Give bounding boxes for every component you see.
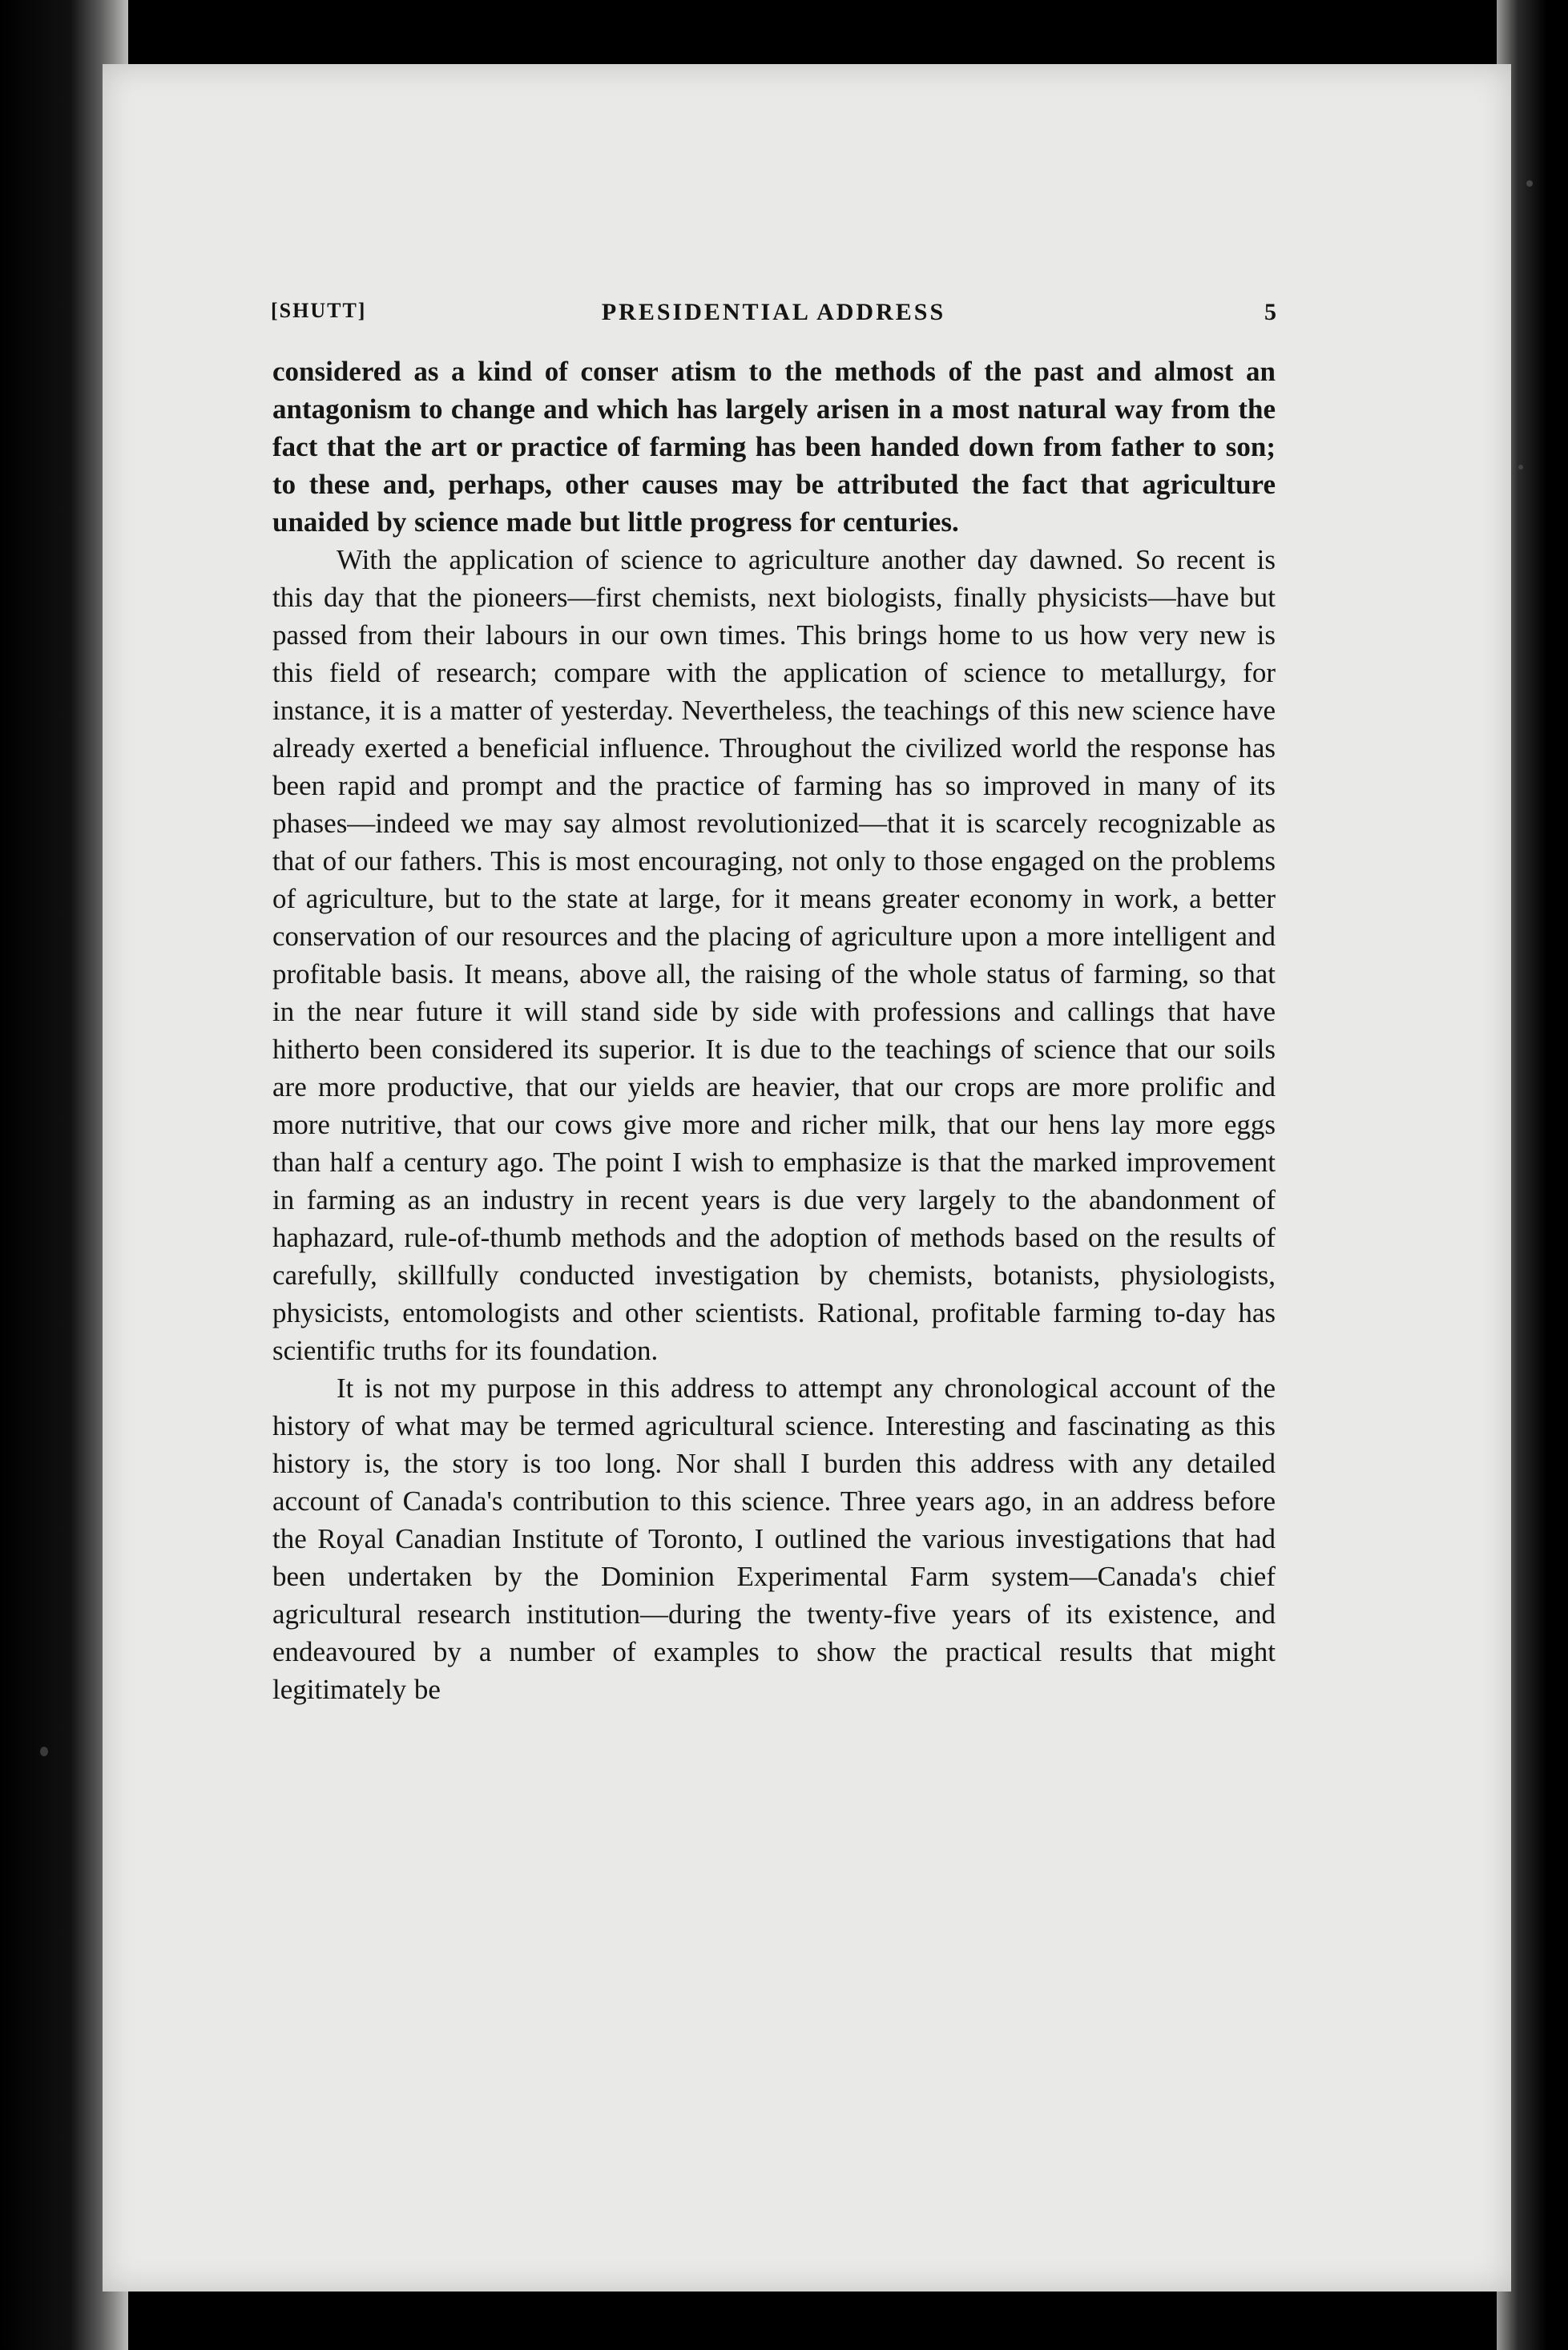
page-header: [271, 299, 1276, 331]
page-number: 5: [1264, 299, 1276, 325]
running-head-author: [SHUTT]: [271, 299, 367, 322]
paragraph-1: considered as a kind of conser atism to the methods of the past and almost an antagonism to change and which has largely arisen in a most natural way from the fact that the art or practice of farming has been handed down from father to son; to these and, perhaps, other causes may be attributed the fact that agriculture unaided by science made but little progress for centuries.: [272, 356, 1276, 538]
running-head-title: PRESIDENTIAL ADDRESS: [601, 299, 946, 325]
body-text: [272, 353, 1276, 1708]
paragraph-2: With the application of science to agriculture another day dawned. So recent is this day that the pioneers—first chemists, next biologists, finally physicists—have but passed from their labours in our own times. This brings home to us how very new is this field of research; compare with the application of science to metallurgy, for instance, it is a matter of yesterday. Nevertheless, the teachings of this new science have already exerted a beneficial influence. Throughout the civilized world the response has been rapid and prompt and the practice of farming has so improved in many of its phases—indeed we may say almost revolutionized—that it is scarcely recognizable as that of our fathers. This is most encouraging, not only to those engaged on the problems of agriculture, but to the state at large, for it means greater economy in work, a better conservation of our resources and the placing of agriculture upon a more intelligent and profitable basis. It means, above all, the raising of the whole status of farming, so that in the near future it will stand side by side with professions and callings that have hitherto been considered its superior. It is due to the teachings of science that our soils are more productive, that our yields are heavier, that our crops are more prolific and more nutritive, that our cows give more and richer milk, that our hens lay more eggs than half a century ago. The point I wish to emphasize is that the marked improvement in farming as an industry in recent years is due very largely to the abandonment of haphazard, rule-of-thumb methods and the adoption of methods based on the results of carefully, skillfully conducted investigation by chemists, botanists, physiologists, physicists, entomologists and other scientists. Rational, profitable farming to-day has scientific truths for its foundation.: [272, 544, 1276, 1366]
margin-speck: [40, 1747, 48, 1756]
paragraph-3: It is not my purpose in this address to attempt any chronological account of the history of what may be termed agricultural science. Interesting and fascinating as this history is, the story is too long. Nor shall I burden this address with any detailed account of Canada's contribution to this science. Three years ago, in an address before the Royal Canadian Institute of Toronto, I outlined the various investigations that had been undertaken by the Dominion Experimental Farm system—Canada's chief agricultural research institution—during the twenty-five years of its existence, and endeavoured by a number of examples to show the practical results that might legitimately be: [272, 1373, 1276, 1705]
margin-speck-top: [1526, 180, 1533, 187]
margin-speck-right: [1518, 465, 1523, 470]
